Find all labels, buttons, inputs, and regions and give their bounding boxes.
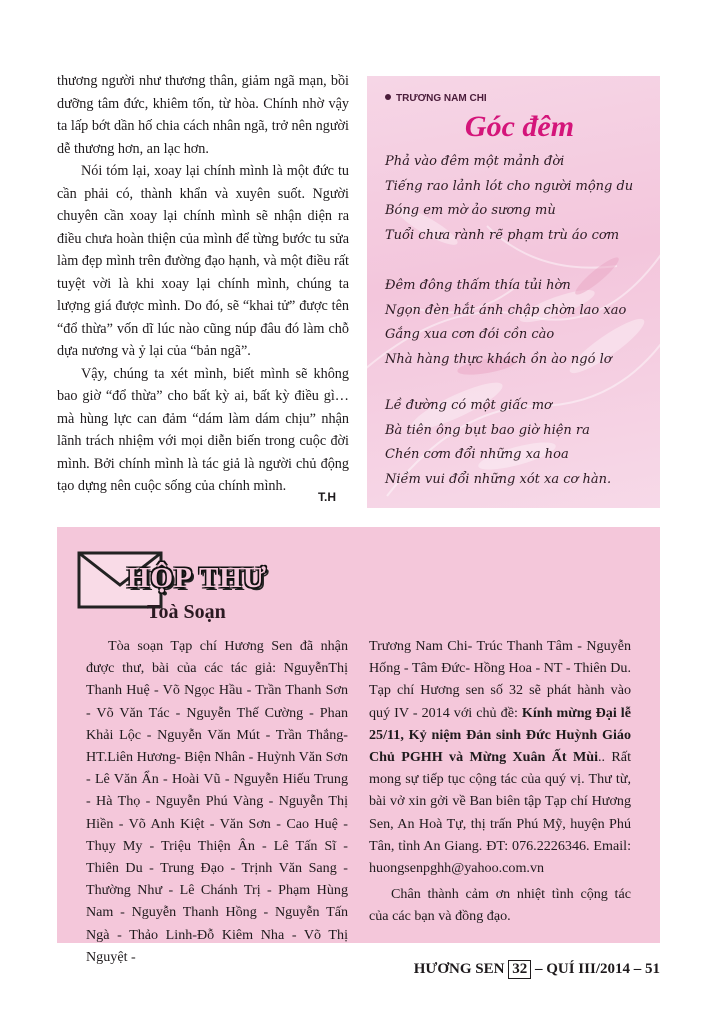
poem-author-name: TRƯƠNG NAM CHI xyxy=(396,93,487,104)
poem-box xyxy=(367,76,660,508)
mailbox-column-right xyxy=(369,635,631,928)
mailbox-authors-continued: Trương Nam Chi- Trúc Thanh Tâm - Nguyễn Hống - Tâm Đức- Hồng Hoa - NT - Thiên Du. Tạp chí Hương sen số 32 sẽ phát hành vào quý IV - 2014 với chủ đề: xyxy=(369,638,631,721)
issue-number: 32 xyxy=(508,960,531,979)
mailbox-heading: HỘP THƯ xyxy=(127,562,267,594)
issue-period-page: – QUÍ III/2014 – 51 xyxy=(534,961,660,977)
poem-line: Phả vào đêm một mảnh đời xyxy=(385,154,565,169)
issue-theme: Kính mừng Đại lễ 25/11, Kỷ niệm Đản sinh Đức Huỳnh Giáo Chủ PGHH và Mừng Xuân Ất Mùi xyxy=(369,704,631,766)
poem-line: Niềm vui đổi những xót xa cơ hàn. xyxy=(385,472,612,488)
poem-line: Tuổi chưa rành rẽ phạm trù áo cơm xyxy=(385,228,620,244)
mailbox-authors-text: Tòa soạn Tạp chí Hương Sen đã nhận được thư, bài của các tác giả: NguyễnThị Thanh Huệ - Võ Ngọc Hầu - Trần Thanh Sơn - Võ Văn Tác - Nguyễn Thế Cường - Phan Khải Lộc - Nguyễn Văn Mút - Trần Thắng- HT.Liên Hương- Biện Nhân - Huỳnh Văn Sơn - Lê Văn Ẩn - Hoài Vũ - Nguyễn Hiếu Trung - Hà Thọ - Nguyễn Phú Vàng - Nguyễn Thị Hiền - Võ Anh Kiệt - Văn Sơn - Cao Huệ - Thụy My - Triệu Thiện Ân - Lê Tấn Sĩ - Thiên Du - Trung Đạo - Trịnh Văn Sang - Thường Như - Lê Chánh Trị - Phạm Hùng Nam - Nguyễn Thanh Hồng - Nguyễn Tấn Ngà - Thảo Linh-Đỗ Kiêm Nha - Võ Thị Nguyệt - xyxy=(86,638,348,965)
poem-stanza xyxy=(385,274,655,373)
poem-line: Đêm đông thấm thía tủi hờn xyxy=(385,278,571,293)
article-paragraph: Nói tóm lại, xoay lại chính mình là một đức tu cần phải có, thành khẩn và xuyên suốt. Người chuyên cần xoay lại chính mình sẽ nhận diện ra điều chưa hoàn thiện của mình để từng bước tu sửa làm đẹp mình trên đường đạo hạnh, và một điều rất tuyệt vời là khi xoay lại chính mình, chúng ta lượng giá được mình. Do đó, sẽ “khai tử” được tên “đổ thừa” vốn dĩ lúc nào cũng núp đâu đó làm chỗ dựa nương và ỷ lại của “bản ngã”. xyxy=(57,163,349,359)
poem-line: Nhà hàng thực khách ồn ào ngó lơ xyxy=(385,352,612,368)
article-body xyxy=(57,70,349,498)
poem-line: Gắng xua cơn đói cồn cào xyxy=(385,327,555,343)
poem-title: Góc đêm xyxy=(464,110,575,143)
magazine-name: HƯƠNG SEN xyxy=(413,961,505,977)
poem-author xyxy=(385,93,487,104)
article-paragraph: thương người như thương thân, giảm ngã mạn, bồi dưỡng tâm đức, khiêm tốn, từ hòa. Chính nhờ vậy ta lấp bớt dần hố chia cách nhân ngã, trở nên người dễ thương hơn, an lạc hơn. xyxy=(57,73,349,157)
poem-stanza xyxy=(385,394,655,493)
poem-line: Ngọn đèn hắt ánh chập chờn lao xao xyxy=(385,302,627,318)
poem-stanza xyxy=(385,150,655,249)
poem-line: Tiếng rao lảnh lót cho người mộng du xyxy=(385,178,634,194)
poem-line: Chén cơm đổi những xa hoa xyxy=(385,447,569,463)
mailbox-column-left xyxy=(86,635,348,968)
page-footer xyxy=(414,960,660,979)
mailbox-subheading: Toà Soạn xyxy=(147,601,226,623)
mailbox-closing: Chân thành cảm ơn nhiệt tình cộng tác của các bạn và đồng đạo. xyxy=(369,886,631,925)
poem-line: Bà tiên ông bụt bao giờ hiện ra xyxy=(385,422,590,438)
bullet-icon xyxy=(385,94,391,100)
mailbox-section xyxy=(57,527,660,965)
article-signature: T.H xyxy=(318,490,336,504)
poem-line: Bóng em mờ ảo sương mù xyxy=(385,203,556,219)
article-paragraph: Vậy, chúng ta xét mình, biết mình sẽ không bao giờ “đổ thừa” cho bất kỳ ai, bất kỳ điều gì… mà hùng lực can đảm “dám làm dám chịu” nhận lãnh trách nhiệm với mọi diễn biến trong cuộc đời mình. Bởi chính mình là tác giả là người chủ động tạo dựng nên cuộc sống của chính mình. xyxy=(57,365,349,494)
poem-line: Lề đường có một giấc mơ xyxy=(385,398,552,413)
mailbox-contact-info: .. Rất mong sự tiếp tục cộng tác của quý vị. Thư từ, bài vở xin gởi về Ban biên tập Tạp chí Hương Sen, An Hoà Tự, thị trấn Phú Mỹ, huyện Phú Tân, tỉnh An Giang. ĐT: 076.2226346. Email: huongsenpghh@yahoo.com.vn xyxy=(369,749,631,877)
